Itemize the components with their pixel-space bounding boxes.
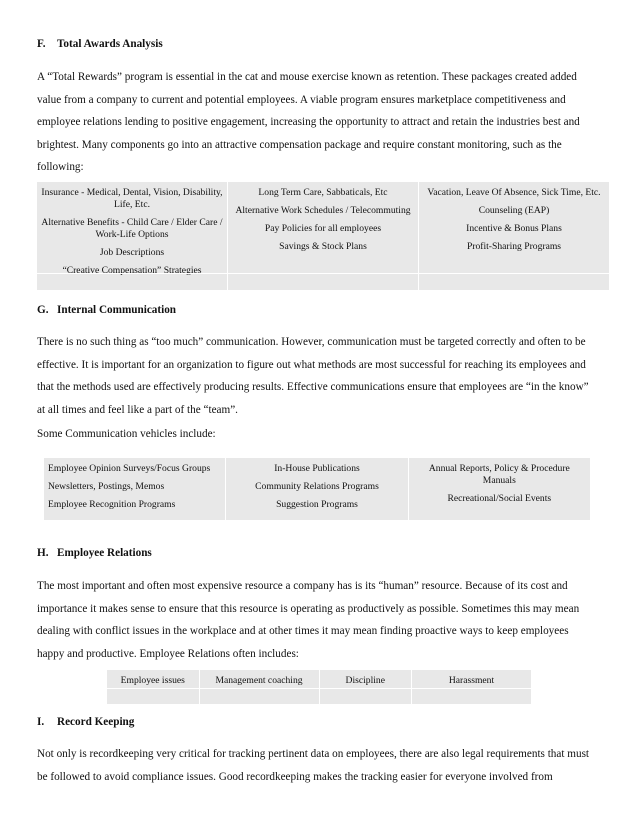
table-cell: In-House Publications bbox=[274, 463, 360, 474]
employee-relations-table bbox=[107, 670, 532, 704]
section-i-number: I. bbox=[37, 716, 45, 728]
table-cell: Alternative Work Schedules / Telecommuting bbox=[235, 205, 411, 216]
section-g-heading bbox=[37, 304, 176, 316]
table-cell: Alternative Benefits - Child Care / Elder Care / Work-Life Options bbox=[41, 217, 223, 240]
table-cell: Employee Opinion Surveys/Focus Groups bbox=[48, 463, 211, 474]
communication-vehicles-table bbox=[44, 458, 590, 520]
section-g-intro: Some Communication vehicles include: bbox=[37, 428, 216, 440]
section-g-title: Internal Communication bbox=[57, 304, 177, 316]
communication-col-1 bbox=[44, 458, 226, 520]
section-h-heading bbox=[37, 547, 152, 559]
table-empty-row bbox=[37, 273, 610, 290]
table-cell: Suggestion Programs bbox=[276, 499, 358, 510]
section-h-title: Employee Relations bbox=[57, 547, 152, 559]
table-cell: Job Descriptions bbox=[99, 247, 165, 258]
section-i-heading bbox=[37, 716, 134, 728]
section-i-title: Record Keeping bbox=[57, 716, 135, 728]
table-cell: Employee issues bbox=[120, 675, 185, 686]
table-cell: Counseling (EAP) bbox=[478, 205, 550, 216]
section-g-paragraph: There is no such thing as “too much” communication. However, communication must be targeted correctly and often to be effective. It is important for an organization to figure out what methods are most successful for reaching its employees and that the methods used are effectively producing results. Effective communications ensure that employees are “in the know” at all times and feel like a part of the “team”. bbox=[37, 336, 589, 416]
section-i-paragraph: Not only is recordkeeping very critical for tracking pertinent data on employees, there are also legal requirements that must be followed to avoid compliance issues. Good recordkeeping makes the tracking easier for everyone involved from bbox=[37, 748, 590, 783]
communication-col-3 bbox=[409, 458, 590, 520]
section-f-title: Total Awards Analysis bbox=[57, 38, 163, 50]
table-cell: “Creative Compensation” Strategies bbox=[62, 265, 202, 276]
total-rewards-table bbox=[37, 182, 610, 290]
section-f-paragraph: A “Total Rewards” program is essential in the cat and mouse exercise known as retention. These packages created added value from a company to current and potential employees. A viable program ensures marketplace competitiveness and employee relations lending to positive engagement, increasing the opportunity to attract and retain the industries best and brightest. Many components go into an attractive compensation package and require constant monitoring, such as the following: bbox=[37, 71, 580, 173]
table-cell: Annual Reports, Policy & Procedure Manuals bbox=[428, 463, 570, 486]
table-cell: Long Term Care, Sabbaticals, Etc bbox=[258, 187, 388, 198]
table-cell: Pay Policies for all employees bbox=[264, 223, 382, 234]
section-f-heading bbox=[37, 38, 163, 50]
table-cell: Recreational/Social Events bbox=[447, 493, 552, 504]
table-cell: Vacation, Leave Of Absence, Sick Time, Etc. bbox=[427, 187, 601, 198]
table-cell: Employee Recognition Programs bbox=[48, 499, 176, 510]
communication-col-2 bbox=[226, 458, 408, 520]
table-cell: Harassment bbox=[448, 675, 495, 686]
table-cell: Profit-Sharing Programs bbox=[466, 241, 562, 252]
table-cell: Management coaching bbox=[215, 675, 303, 686]
table-cell: Community Relations Programs bbox=[255, 481, 379, 492]
section-h-paragraph: The most important and often most expensive resource a company has is its “human” resource. Because of its cost and importance it makes sense to ensure that this resource is operating as productively as possible. Sometimes this may mean dealing with conflict issues in the workplace and at other times it may mean finding proactive ways to keep employees happy and productive. Employee Relations often includes: bbox=[37, 580, 580, 660]
table-empty-row bbox=[107, 688, 532, 704]
table-cell: Insurance - Medical, Dental, Vision, Disability, Life, Etc. bbox=[41, 187, 223, 210]
table-cell: Newsletters, Postings, Memos bbox=[48, 481, 165, 492]
section-f-number: F. bbox=[37, 38, 46, 50]
section-h-number: H. bbox=[37, 547, 49, 559]
table-cell: Incentive & Bonus Plans bbox=[466, 223, 562, 234]
table-cell: Discipline bbox=[345, 675, 385, 686]
section-g-number: G. bbox=[37, 304, 49, 316]
table-cell: Savings & Stock Plans bbox=[279, 241, 367, 252]
